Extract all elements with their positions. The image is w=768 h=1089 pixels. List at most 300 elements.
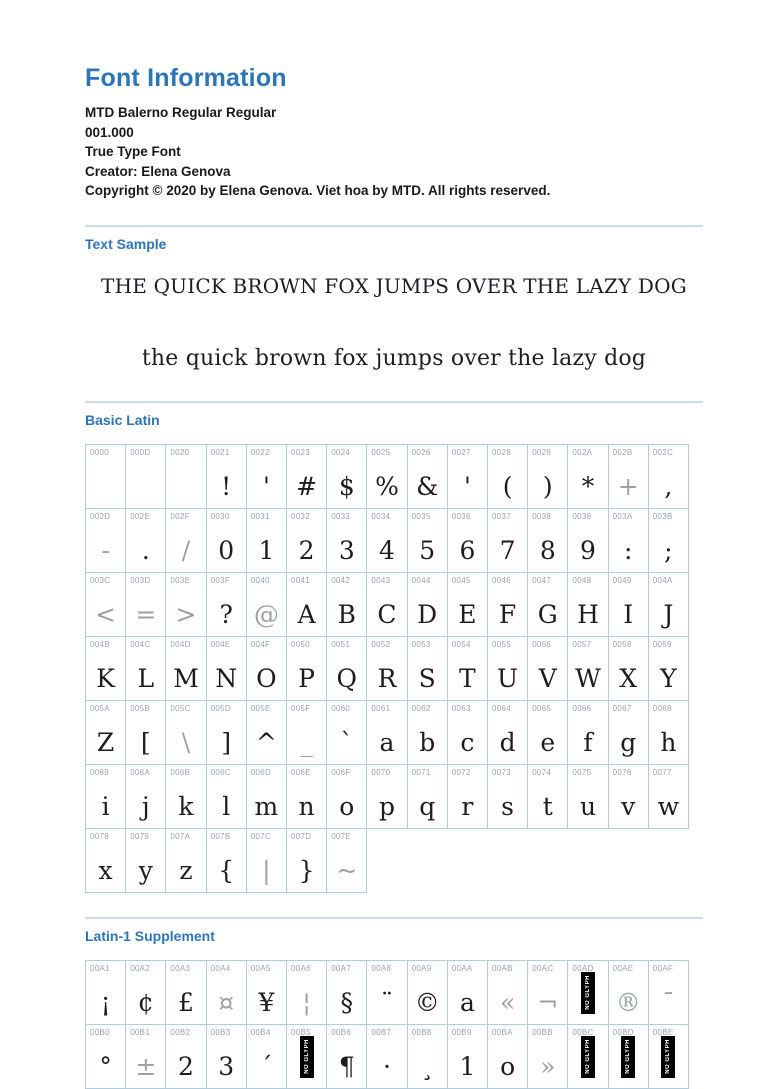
- glyph-cell-0074: [528, 765, 568, 829]
- glyph-sample: H: [577, 599, 599, 629]
- codepoint-label: 005D: [210, 703, 231, 713]
- glyph-cell-0075: [568, 765, 608, 829]
- codepoint-label: 00B9: [451, 1027, 472, 1037]
- glyph-cell-006C: [207, 765, 247, 829]
- glyph-sample: 2: [298, 535, 315, 565]
- glyph-cell-0021: [207, 445, 247, 509]
- glyph-cell-0062: [408, 701, 448, 765]
- glyph-cell-004A: [649, 573, 689, 637]
- no-glyph-box: [300, 1036, 314, 1078]
- codepoint-label: 005F: [291, 703, 311, 713]
- codepoint-label: 002E: [130, 511, 151, 521]
- codepoint-label: 00B4: [250, 1027, 271, 1037]
- glyph-cell-005F: [287, 701, 327, 765]
- glyph-cell-0025: [367, 445, 407, 509]
- glyph-cell-00AE: [609, 961, 649, 1025]
- glyph-cell-00BE: [649, 1025, 689, 1089]
- glyph-cell-004C: [126, 637, 166, 701]
- codepoint-label: 0025: [371, 447, 391, 457]
- codepoint-label: 005E: [250, 703, 271, 713]
- glyph-sample: T: [459, 663, 476, 693]
- glyph-sample: <: [95, 599, 117, 629]
- codepoint-label: 0063: [451, 703, 471, 713]
- codepoint-label: 00BA: [492, 1027, 513, 1037]
- glyph-sample: t: [542, 791, 553, 821]
- glyph-cell-00B9: [448, 1025, 488, 1089]
- glyph-cell-0045: [448, 573, 488, 637]
- glyph-sample: 6: [459, 535, 476, 565]
- glyph-cell-006A: [126, 765, 166, 829]
- codepoint-label: 004A: [652, 575, 673, 585]
- glyph-cell-0072: [448, 765, 488, 829]
- glyph-cell-003E: [166, 573, 206, 637]
- glyph-cell-0024: [327, 445, 367, 509]
- glyph-sample: B: [337, 599, 356, 629]
- glyph-cell-004D: [166, 637, 206, 701]
- codepoint-label: 0067: [612, 703, 632, 713]
- glyph-cell-00AB: [488, 961, 528, 1025]
- glyph-cell-0078: [86, 829, 126, 893]
- glyph-sample: ': [463, 471, 471, 501]
- glyph-sample: @: [253, 599, 279, 629]
- glyph-sample: I: [623, 599, 634, 629]
- glyph-sample: m: [254, 791, 279, 821]
- glyph-cell-00A4: [207, 961, 247, 1025]
- glyph-sample: g: [620, 727, 637, 757]
- glyph-sample: j: [141, 791, 150, 821]
- text-sample-heading: Text Sample: [85, 235, 167, 252]
- codepoint-label: 00AB: [492, 963, 513, 973]
- codepoint-label: 0048: [572, 575, 592, 585]
- glyph-sample: c: [460, 727, 475, 757]
- codepoint-label: 0044: [411, 575, 431, 585]
- glyph-sample: o: [500, 1051, 516, 1081]
- glyph-cell-003C: [86, 573, 126, 637]
- latin1-supplement-heading: Latin-1 Supplement: [85, 927, 215, 944]
- glyph-cell-0028: [488, 445, 528, 509]
- font-version: 001.000: [85, 124, 134, 140]
- codepoint-label: 006D: [250, 767, 272, 777]
- glyph-sample: D: [417, 599, 438, 629]
- codepoint-label: 0028: [492, 447, 511, 457]
- glyph-sample: V: [538, 663, 557, 693]
- glyph-cell-0035: [408, 509, 448, 573]
- glyph-sample: ¨: [380, 987, 394, 1017]
- glyph-sample: O: [256, 663, 277, 693]
- glyph-sample: N: [215, 663, 238, 693]
- glyph-sample: `: [340, 727, 354, 757]
- codepoint-label: 00BE: [652, 1027, 674, 1037]
- glyph-sample: 2: [178, 1051, 194, 1081]
- codepoint-label: 00A6: [291, 963, 311, 973]
- codepoint-label: 00A5: [250, 963, 271, 973]
- glyph-sample: K: [96, 663, 115, 693]
- codepoint-label: 003C: [90, 575, 111, 585]
- glyph-sample: ±: [135, 1051, 157, 1081]
- codepoint-label: 0045: [451, 575, 471, 585]
- glyph-sample: ¸: [420, 1051, 434, 1081]
- glyph-cell-0000: [86, 445, 126, 509]
- glyph-cell-00AF: [649, 961, 689, 1025]
- glyph-sample: v: [621, 791, 636, 821]
- basic-latin-heading: Basic Latin: [85, 411, 160, 428]
- glyph-sample: A: [297, 599, 316, 629]
- glyph-cell-002B: [609, 445, 649, 509]
- codepoint-label: 002B: [612, 447, 633, 457]
- glyph-cell-0049: [609, 573, 649, 637]
- font-creator: Creator: Elena Genova: [85, 163, 231, 179]
- codepoint-label: 0073: [492, 767, 511, 777]
- codepoint-label: 007A: [170, 831, 191, 841]
- glyph-cell-003D: [126, 573, 166, 637]
- codepoint-label: 0072: [451, 767, 471, 777]
- codepoint-label: 0036: [451, 511, 471, 521]
- section-divider: [85, 225, 703, 227]
- glyph-sample: f: [583, 727, 593, 757]
- glyph-sample: 3: [218, 1051, 235, 1081]
- glyph-sample: 1: [459, 1051, 476, 1081]
- glyph-sample: W: [575, 663, 601, 693]
- codepoint-label: 00B6: [331, 1027, 352, 1037]
- glyph-cell-0064: [488, 701, 528, 765]
- glyph-cell-0076: [609, 765, 649, 829]
- codepoint-label: 0027: [451, 447, 471, 457]
- codepoint-label: 0026: [411, 447, 431, 457]
- glyph-cell-0063: [448, 701, 488, 765]
- codepoint-label: 007C: [250, 831, 272, 841]
- glyph-cell-0030: [207, 509, 247, 573]
- glyph-sample: |: [262, 855, 271, 885]
- glyph-sample: J: [663, 599, 674, 629]
- glyph-cell-0069: [86, 765, 126, 829]
- codepoint-label: 003F: [210, 575, 231, 585]
- glyph-sample: r: [461, 791, 474, 821]
- glyph-sample: §: [340, 987, 354, 1017]
- glyph-cell-0071: [408, 765, 448, 829]
- glyph-sample: ;: [664, 535, 673, 565]
- codepoint-label: 0040: [250, 575, 270, 585]
- glyph-cell-00B7: [367, 1025, 407, 1089]
- no-glyph-box: [621, 1036, 635, 1078]
- glyph-cell-00B6: [327, 1025, 367, 1089]
- codepoint-label: 0030: [210, 511, 230, 521]
- glyph-cell-0073: [488, 765, 528, 829]
- glyph-cell-00A1: [86, 961, 126, 1025]
- codepoint-label: 0070: [371, 767, 391, 777]
- glyph-cell-0050: [287, 637, 327, 701]
- codepoint-label: 0057: [572, 639, 592, 649]
- font-copyright: Copyright © 2020 by Elena Genova. Viet hoa by MTD. All rights reserved.: [85, 183, 551, 198]
- glyph-sample: ?: [219, 599, 233, 629]
- glyph-cell-0040: [247, 573, 287, 637]
- glyph-sample: 8: [539, 535, 556, 565]
- codepoint-label: 0058: [612, 639, 632, 649]
- glyph-sample: +: [617, 471, 639, 501]
- glyph-cell-003B: [649, 509, 689, 573]
- glyph-sample: G: [537, 599, 558, 629]
- glyph-cell-0054: [448, 637, 488, 701]
- glyph-sample: ¯: [662, 987, 675, 1017]
- codepoint-label: 0055: [492, 639, 511, 649]
- glyph-sample: ¥: [258, 987, 275, 1017]
- glyph-cell-0079: [126, 829, 166, 893]
- codepoint-label: 003D: [130, 575, 151, 585]
- codepoint-label: 0075: [572, 767, 592, 777]
- no-glyph-label: NO GLYPH: [665, 1039, 672, 1074]
- glyph-sample: ¬: [537, 987, 559, 1017]
- codepoint-label: 0065: [532, 703, 552, 713]
- codepoint-label: 007D: [291, 831, 312, 841]
- codepoint-label: 0051: [331, 639, 351, 649]
- glyph-sample: U: [497, 663, 519, 693]
- glyph-sample: X: [619, 663, 638, 693]
- glyph-cell-00A2: [126, 961, 166, 1025]
- codepoint-label: 00AA: [451, 963, 473, 973]
- glyph-sample: 0: [218, 535, 235, 565]
- glyph-cell-0029: [528, 445, 568, 509]
- glyph-cell-006B: [166, 765, 206, 829]
- no-glyph-label: NO GLYPH: [303, 1039, 310, 1074]
- glyph-cell-00B4: [247, 1025, 287, 1089]
- glyph-cell-0058: [609, 637, 649, 701]
- codepoint-label: 007B: [210, 831, 231, 841]
- glyph-cell-005C: [166, 701, 206, 765]
- glyph-cell-007B: [207, 829, 247, 893]
- codepoint-label: 00B0: [90, 1027, 110, 1037]
- codepoint-label: 003A: [612, 511, 633, 521]
- glyph-sample: a: [459, 987, 475, 1017]
- codepoint-label: 004B: [90, 639, 110, 649]
- glyph-cell-0046: [488, 573, 528, 637]
- sample-text-uppercase: THE QUICK BROWN FOX JUMPS OVER THE LAZY DOG: [101, 273, 687, 298]
- glyph-sample: ~: [336, 855, 358, 885]
- glyph-sample: y: [138, 855, 153, 885]
- glyph-cell-002D: [86, 509, 126, 573]
- codepoint-label: 0021: [210, 447, 230, 457]
- glyph-sample: s: [501, 791, 515, 821]
- glyph-sample: ': [262, 471, 270, 501]
- glyph-cell-002C: [649, 445, 689, 509]
- codepoint-label: 0046: [492, 575, 511, 585]
- codepoint-label: 0056: [532, 639, 552, 649]
- glyph-cell-0036: [448, 509, 488, 573]
- codepoint-label: 00BD: [612, 1027, 634, 1037]
- codepoint-label: 0031: [250, 511, 270, 521]
- codepoint-label: 0041: [291, 575, 310, 585]
- glyph-cell-00A5: [247, 961, 287, 1025]
- glyph-cell-00B1: [126, 1025, 166, 1089]
- codepoint-label: 0059: [652, 639, 672, 649]
- codepoint-label: 0076: [612, 767, 632, 777]
- codepoint-label: 003B: [652, 511, 673, 521]
- glyph-sample: *: [581, 471, 595, 501]
- glyph-sample: ): [542, 471, 553, 501]
- codepoint-label: 002C: [652, 447, 674, 457]
- glyph-sample: :: [623, 535, 633, 565]
- glyph-sample: a: [379, 727, 395, 757]
- glyph-cell-0077: [649, 765, 689, 829]
- codepoint-label: 00BC: [572, 1027, 594, 1037]
- no-glyph-label: NO GLYPH: [625, 1039, 632, 1074]
- codepoint-label: 0020: [170, 447, 190, 457]
- glyph-cell-0068: [649, 701, 689, 765]
- glyph-cell-005B: [126, 701, 166, 765]
- codepoint-label: 0029: [532, 447, 552, 457]
- glyph-sample: [: [140, 727, 151, 757]
- codepoint-label: 00BB: [532, 1027, 553, 1037]
- glyph-sample: 4: [379, 535, 395, 565]
- codepoint-label: 0037: [492, 511, 511, 521]
- glyph-sample: ¢: [137, 987, 154, 1017]
- glyph-sample: ]: [221, 727, 232, 757]
- codepoint-label: 00B2: [170, 1027, 191, 1037]
- glyph-sample: n: [298, 791, 315, 821]
- codepoint-label: 0064: [492, 703, 511, 713]
- glyph-cell-0027: [448, 445, 488, 509]
- codepoint-label: 004C: [130, 639, 151, 649]
- no-glyph-box: [581, 1036, 595, 1078]
- codepoint-label: 00AF: [652, 963, 674, 973]
- glyph-sample: Y: [660, 663, 677, 693]
- codepoint-label: 0032: [291, 511, 310, 521]
- codepoint-label: 00B3: [210, 1027, 231, 1037]
- glyph-cell-0057: [568, 637, 608, 701]
- font-format: True Type Font: [85, 144, 181, 159]
- codepoint-label: 00A7: [331, 963, 352, 973]
- glyph-cell-00BD: [609, 1025, 649, 1089]
- codepoint-label: 00AC: [532, 963, 554, 973]
- codepoint-label: 00A8: [371, 963, 392, 973]
- glyph-sample: d: [499, 727, 516, 757]
- glyph-sample: x: [98, 855, 113, 885]
- glyph-cell-0041: [287, 573, 327, 637]
- codepoint-label: 0074: [532, 767, 552, 777]
- codepoint-label: 00A9: [411, 963, 432, 973]
- codepoint-label: 0068: [652, 703, 672, 713]
- glyph-cell-002E: [126, 509, 166, 573]
- glyph-cell-0052: [367, 637, 407, 701]
- glyph-cell-0059: [649, 637, 689, 701]
- codepoint-label: 006A: [130, 767, 151, 777]
- codepoint-label: 002D: [90, 511, 111, 521]
- glyph-cell-004E: [207, 637, 247, 701]
- no-glyph-box: [581, 972, 595, 1014]
- glyph-cell-00AD: [568, 961, 608, 1025]
- text-sample-block: [85, 274, 703, 371]
- codepoint-label: 0066: [572, 703, 592, 713]
- codepoint-label: 007E: [331, 831, 352, 841]
- codepoint-label: 0035: [411, 511, 431, 521]
- sample-text-lowercase: the quick brown fox jumps over the lazy dog: [141, 345, 647, 371]
- glyph-cell-007E: [327, 829, 367, 893]
- glyph-sample: 5: [419, 535, 436, 565]
- glyph-cell-004B: [86, 637, 126, 701]
- glyph-sample: /: [181, 535, 191, 565]
- glyph-sample: q: [419, 791, 436, 821]
- glyph-sample: p: [378, 791, 395, 821]
- glyph-cell-0061: [367, 701, 407, 765]
- codepoint-label: 00B5: [291, 1027, 311, 1037]
- codepoint-label: 0062: [411, 703, 431, 713]
- glyph-sample: =: [135, 599, 157, 629]
- glyph-sample: £: [178, 987, 194, 1017]
- glyph-sample: ¦: [302, 987, 311, 1017]
- glyph-cell-002A: [568, 445, 608, 509]
- glyph-cell-0070: [367, 765, 407, 829]
- glyph-cell-0022: [247, 445, 287, 509]
- codepoint-label: 005C: [170, 703, 191, 713]
- glyph-sample: {: [218, 855, 235, 885]
- glyph-cell-0032: [287, 509, 327, 573]
- glyph-sample: $: [338, 471, 355, 501]
- glyph-cell-00A3: [166, 961, 206, 1025]
- basic-latin-glyph-grid: [85, 444, 689, 893]
- glyph-cell-00A6: [287, 961, 327, 1025]
- codepoint-label: 00A1: [90, 963, 110, 973]
- codepoint-label: 00A2: [130, 963, 151, 973]
- codepoint-label: 0050: [291, 639, 310, 649]
- codepoint-label: 0033: [331, 511, 351, 521]
- glyph-cell-007C: [247, 829, 287, 893]
- glyph-cell-00B8: [408, 1025, 448, 1089]
- glyph-sample: -: [101, 535, 110, 565]
- section-divider: [85, 401, 703, 403]
- glyph-cell-00B0: [86, 1025, 126, 1089]
- codepoint-label: 0060: [331, 703, 351, 713]
- glyph-sample: }: [298, 855, 315, 885]
- no-glyph-label: NO GLYPH: [584, 1039, 591, 1074]
- glyph-cell-007D: [287, 829, 327, 893]
- glyph-sample: Z: [96, 727, 115, 757]
- glyph-cell-0034: [367, 509, 407, 573]
- codepoint-label: 0053: [411, 639, 431, 649]
- glyph-cell-00A8: [367, 961, 407, 1025]
- codepoint-label: 0077: [652, 767, 672, 777]
- glyph-sample: 9: [580, 535, 596, 565]
- glyph-cell-0048: [568, 573, 608, 637]
- codepoint-label: 0023: [291, 447, 310, 457]
- glyph-cell-00B3: [207, 1025, 247, 1089]
- codepoint-label: 004F: [250, 639, 271, 649]
- codepoint-label: 0069: [90, 767, 109, 777]
- glyph-cell-0065: [528, 701, 568, 765]
- codepoint-label: 00AE: [612, 963, 634, 973]
- glyph-sample: ¡: [100, 987, 111, 1017]
- codepoint-label: 004E: [210, 639, 231, 649]
- glyph-sample: ¤: [218, 987, 235, 1017]
- glyph-cell-003F: [207, 573, 247, 637]
- glyph-sample: z: [179, 855, 193, 885]
- glyph-sample: »: [540, 1051, 556, 1081]
- glyph-cell-00A7: [327, 961, 367, 1025]
- glyph-sample: i: [101, 791, 110, 821]
- codepoint-label: 00B8: [411, 1027, 432, 1037]
- glyph-sample: ´: [260, 1051, 273, 1081]
- glyph-cell-0051: [327, 637, 367, 701]
- glyph-cell-005A: [86, 701, 126, 765]
- glyph-cell-0060: [327, 701, 367, 765]
- codepoint-label: 0038: [532, 511, 552, 521]
- codepoint-label: 003E: [170, 575, 191, 585]
- glyph-cell-00AA: [448, 961, 488, 1025]
- glyph-cell-00B2: [166, 1025, 206, 1089]
- no-glyph-label: NO GLYPH: [584, 975, 591, 1010]
- glyph-cell-00BC: [568, 1025, 608, 1089]
- codepoint-label: 0047: [532, 575, 552, 585]
- glyph-sample: C: [377, 599, 397, 629]
- glyph-cell-0042: [327, 573, 367, 637]
- glyph-sample: P: [298, 663, 315, 693]
